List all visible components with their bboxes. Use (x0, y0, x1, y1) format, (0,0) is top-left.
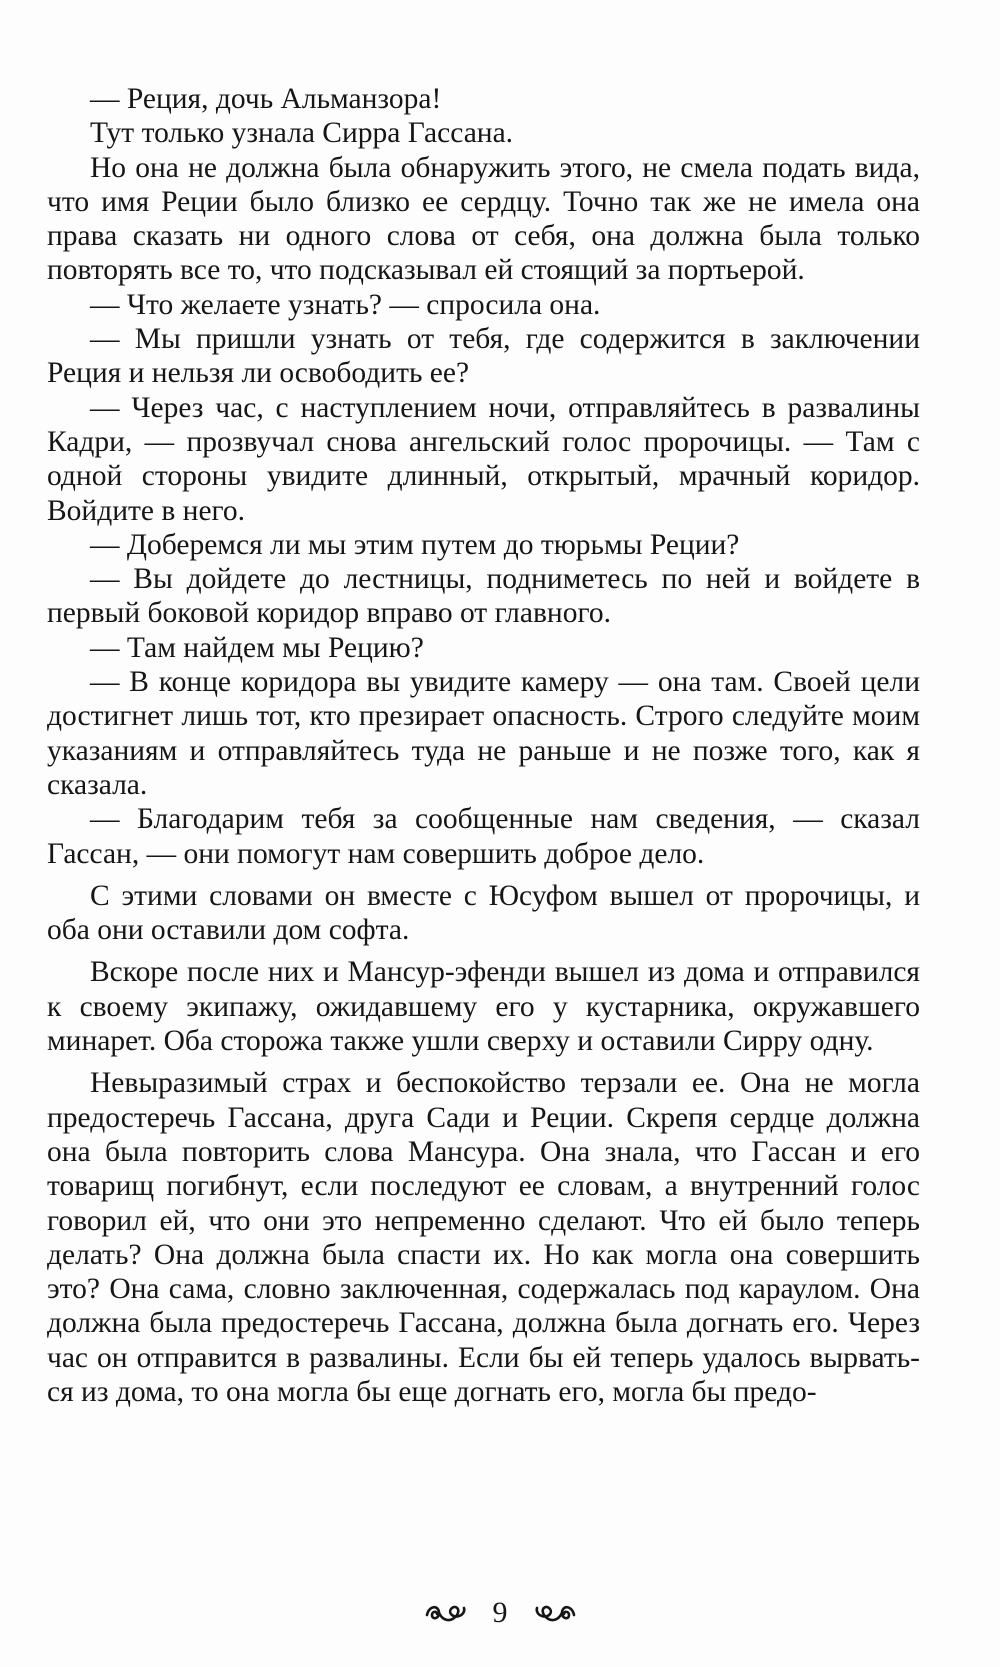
paragraph: — Доберемся ли мы этим путем до тюрьмы Реции? (90, 528, 740, 561)
body-text (47, 82, 920, 1409)
paragraph: — Через час, с наступлением ночи, отправляйтесь в развалины Кадри, — прозвучал снова ангельский голос пророчицы. — Там с одной стороны увидите длинный, открытый, мрачный коридор. Войдите в него. (47, 391, 920, 527)
floral-ornament-icon (534, 1599, 578, 1627)
paragraph: — Благодарим тебя за сообщенные нам сведения, — сказал Гассан, — они помогут нам совершить доброе дело. (47, 803, 920, 870)
paragraph: — Вы дойдете до лестницы, подниметесь по ней и войдете в первый боковой коридор вправо от главного. (47, 563, 920, 630)
paragraph: Вскоре после них и Мансур-эфенди вышел из дома и отправился к своему экипажу, ожидавшему его у кустарника, окружавшего минарет. Оба сторожа также ушли сверху и оставили Сирру одну. (47, 956, 920, 1058)
paragraph: С этими словами он вместе с Юсуфом вышел от пророчицы, и оба они оставили дом софта. (47, 879, 920, 947)
paragraph: Тут только узнала Сирра Гассана. (90, 117, 514, 150)
paragraph: — Что желаете узнать? — спросила она. (90, 288, 601, 321)
paragraph: Но она не должна была обнаружить этого, не смела подать вида, что имя Реции было близко ее сердцу. Точно так же не имела она права сказать ни одного слова от себя, она должна была только повторять все то, что подсказывал ей стоящий за портьерой. (47, 151, 920, 287)
floral-ornament-icon (423, 1599, 467, 1627)
paragraph: — Мы пришли узнать от тебя, где содержится в заключении Реция и нельзя ли освободить ее? (47, 323, 920, 390)
paragraph: — Реция, дочь Альманзора! (90, 83, 442, 115)
paragraph: — В конце коридора вы увидите камеру — она там. Своей цели достигнет лишь тот, кто презирает опасность. Строго следуйте моим указаниям и отправляйтесь туда не раньше и не позже того, как я сказала. (47, 666, 920, 801)
page-footer (0, 1588, 1000, 1638)
page-number: 9 (492, 1596, 508, 1629)
paragraph: — Там найдем мы Рецию? (90, 631, 424, 664)
paragraph: Невыразимый страх и беспокойство терзали ее. Она не могла предостеречь Гассана, друга Сади и Реции. Скрепя сердце должна она была повторить слова Мансура. Она знала, что Гассан и его товарищ погибнут, если последуют ее словам, а внутренний голос говорил ей, что они это непременно сделают. Что ей было теперь делать? Она должна была спасти их. Но как могла она совершить это? Она сама, словно заключенная, содержалась под караулом. Она должна была предостеречь Гассана, должна была догнать его. Через час он отправится в развалины. Если бы ей теперь удалось вырваться из дома, то она могла бы еще догнать его, могла бы предо- (47, 1067, 920, 1408)
